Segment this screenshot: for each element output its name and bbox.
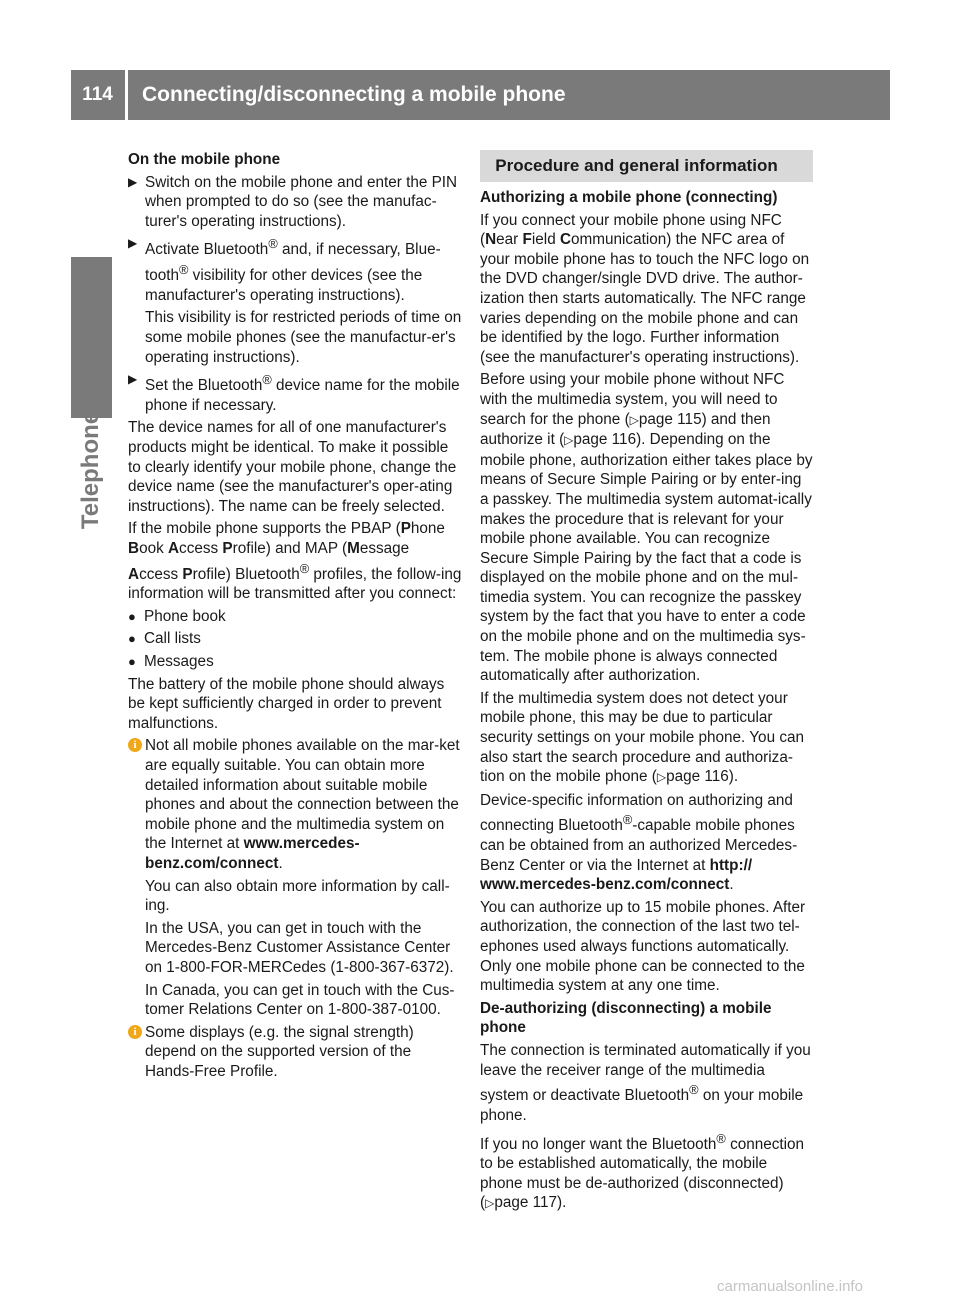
page-ref[interactable]: page 116 xyxy=(666,768,729,786)
list-item: ● Call lists xyxy=(128,630,201,648)
paragraph-terminate: The connection is terminated automatically if you leave the receiver range of the multimedia system or deactivate Bluetooth® on your mobile phone. xyxy=(480,1042,811,1124)
paragraph-no-longer: If you no longer want the Bluetooth® connection to be established automatically, the mobile phone must be de-authorized (disconnected) (▷page 117). xyxy=(480,1130,805,1212)
info-icon: i xyxy=(128,1025,142,1039)
watermark: carmanualsonline.info xyxy=(717,1278,863,1295)
paragraph: The battery of the mobile phone should always be kept sufficiently charged in order to prevent malfunctions. xyxy=(128,675,445,732)
instruction-step: ▶ Activate Bluetooth® and, if necessary, Blue-tooth® visibility for other devices (see the manufacturer's operating instructions). xyxy=(128,236,441,304)
bullet-icon: ● xyxy=(128,654,136,670)
subhead-deauthorizing: De-authorizing (disconnecting) a mobile phone xyxy=(480,999,772,1037)
paragraph-device-info: Device-specific information on authorizing and connecting Bluetooth®-capable mobile phones can be obtained from an authorized Mercedes-Benz Center or via the Internet at http:// www.mercedes-benz.com/connect. xyxy=(480,791,798,894)
section-header: Procedure and general information xyxy=(480,150,813,182)
paragraph: The device names for all of one manufacturer's products might be identical. To make it possible to clearly identify your mobile phone, change the device name (see the manufacturer's oper-ating instructions). The name can be freely selected. xyxy=(128,419,457,515)
header-divider xyxy=(125,70,128,120)
website-link[interactable]: www.mercedes-benz.com/connect xyxy=(145,835,360,872)
info-note-cont: In Canada, you can get in touch with the Cus-tomer Relations Center on 1-800-387-0100. xyxy=(145,981,455,1019)
page-ref[interactable]: page 115 xyxy=(638,410,702,428)
side-tab-label: Telephone xyxy=(77,410,104,530)
paragraph-before-nfc: Before using your mobile phone without NFC with the multimedia system, you will need to search for the phone (▷page 115) and then authorize it (▷page 116). Depending on the mobile phone, authorization either takes place by means of Secure Simple Pairing or by enter-ing a passkey. The multimedia system automat-ically makes the procedure that is relevant for your mobile phone available. You can recognize Secure Simple Pairing by the fact that a code is displayed on the mobile phone and on the mul-timedia system. You can recognize the passkey system by the fact that you have to enter a code on the mobile phone and on the multimedia sys-tem. The mobile phone is always connected automatically after authorization. xyxy=(480,371,813,685)
step-arrow-icon: ▶ xyxy=(128,372,138,387)
instruction-step: ▶ Switch on the mobile phone and enter the PIN when prompted to do so (see the manufac-turer's operating instructions). xyxy=(128,173,458,230)
page-number: 114 xyxy=(82,84,113,105)
page-ref[interactable]: page 117 xyxy=(494,1194,558,1212)
step-note: This visibility is for restricted periods of time on some mobile phones (see the manufactur-er's operating instructions). xyxy=(145,309,462,366)
left-column xyxy=(128,150,462,1085)
paragraph-pbap: If the mobile phone supports the PBAP (Phone Book Access Profile) and MAP (Message Access Profile) Bluetooth® profiles, the follow-ing information will be transmitted after you connect: xyxy=(128,520,462,603)
step-arrow-icon: ▶ xyxy=(128,236,138,251)
step-arrow-icon: ▶ xyxy=(128,174,138,189)
paragraph: You can authorize up to 15 mobile phones. After authorization, the connection of the last two tel-ephones used always functions automatically. Only one mobile phone can be connected to the multimedia system at any one time. xyxy=(480,898,806,995)
page-ref-icon: ▷ xyxy=(629,412,639,427)
subhead-on-mobile: On the mobile phone xyxy=(128,151,281,168)
right-column xyxy=(480,150,813,1217)
bullet-icon: ● xyxy=(128,631,136,647)
page-title: Connecting/disconnecting a mobile phone xyxy=(142,83,566,106)
page-ref[interactable]: page 116 xyxy=(573,431,637,449)
paragraph-detect: If the multimedia system does not detect your mobile phone, this may be due to particular security settings on your mobile phone. You can also start the search procedure and authoriza-tion on the mobile phone (▷page 116). xyxy=(480,689,804,786)
info-icon: i xyxy=(128,738,142,752)
side-tab-marker xyxy=(71,257,112,418)
info-note-cont: In the USA, you can get in touch with the Mercedes-Benz Customer Assistance Center on 1-800-FOR-MERCedes (1-800-367-6372). xyxy=(145,919,454,976)
page-ref-icon: ▷ xyxy=(485,1196,495,1211)
info-note-cont: You can also obtain more information by call-ing. xyxy=(145,877,450,915)
instruction-step: ▶ Set the Bluetooth® device name for the mobile phone if necessary. xyxy=(128,372,460,414)
subhead-authorizing: Authorizing a mobile phone (connecting) xyxy=(480,189,778,206)
info-note: i Not all mobile phones available on the mar-ket are equally suitable. You can obtain more detailed information about suitable mobile phones and about the connection between the mobile phone and the multimedia system on the Internet at www.mercedes-benz.com/connect. xyxy=(128,736,462,873)
paragraph-nfc: If you connect your mobile phone using NFC (Near Field Communication) the NFC area of your mobile phone has to touch the NFC logo on the DVD changer/single DVD drive. The author-ization then starts automatically. The NFC range varies depending on the mobile phone and can be identified by the logo. Further information (see the manufacturer's operating instructions). xyxy=(480,211,810,366)
website-link[interactable]: http:// www.mercedes-benz.com/connect xyxy=(480,856,753,894)
list-item: ● Phone book xyxy=(128,607,226,625)
page-ref-icon: ▷ xyxy=(564,433,574,448)
bullet-icon: ● xyxy=(128,608,136,624)
page-ref-icon: ▷ xyxy=(656,770,667,785)
info-note: i Some displays (e.g. the signal strength) depend on the supported version of the Hands-Free Profile. xyxy=(128,1023,462,1082)
list-item: ● Messages xyxy=(128,653,214,671)
